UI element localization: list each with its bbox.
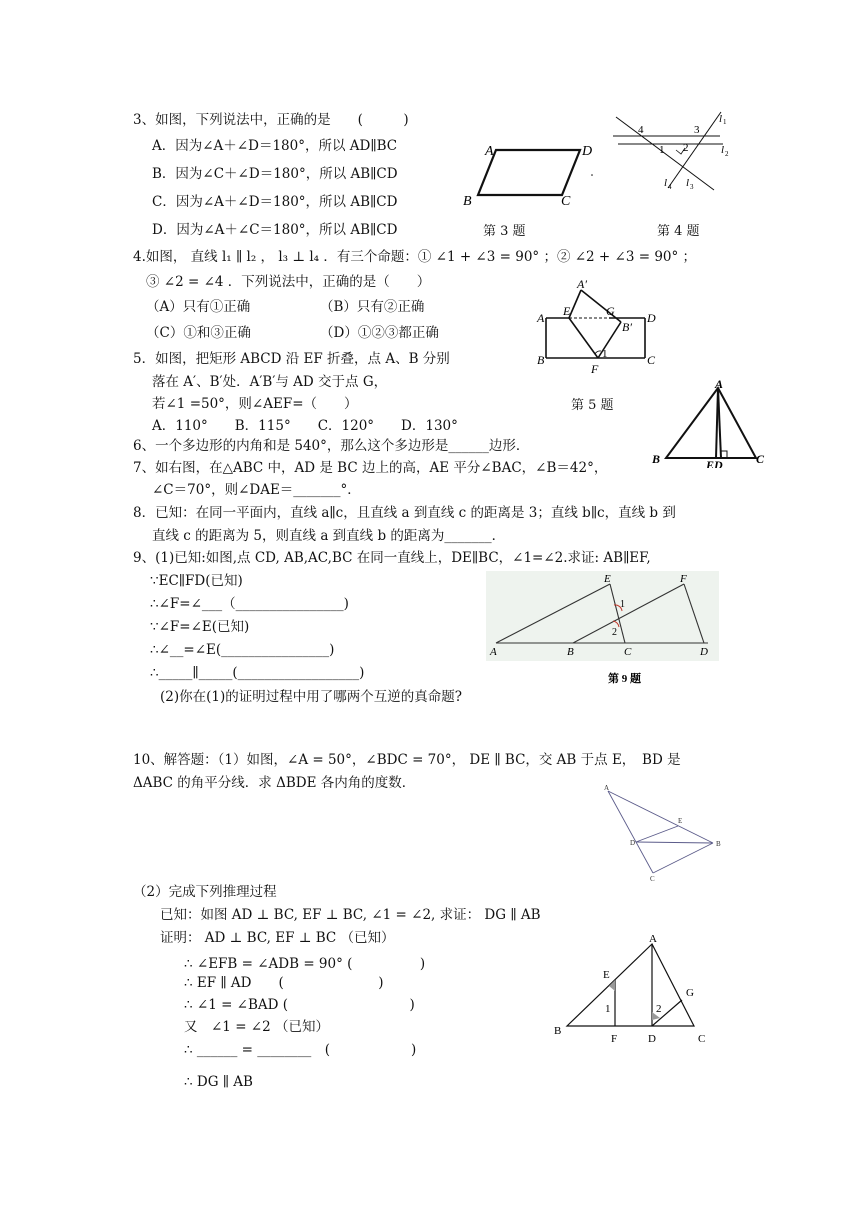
svg-text:E: E (604, 573, 611, 585)
svg-text:E: E (678, 817, 683, 825)
svg-text:3: 3 (694, 124, 700, 136)
q4-option-c: （C）①和③正确 (146, 325, 251, 341)
svg-text:D: D (700, 646, 708, 658)
svg-text:A′: A′ (577, 278, 587, 291)
q5-line3: 若∠1 =50°，则∠AEF=（ ） (152, 396, 358, 412)
q3-label-b: B (463, 194, 472, 209)
svg-text:G: G (606, 304, 615, 318)
svg-text:A: A (649, 933, 657, 945)
q5-line1: 5．如图，把矩形 ABCD 沿 EF 折叠，点 A、B 分别 (133, 351, 450, 367)
q4-stem-line2: ③ ∠2 = ∠4 ．下列说法中，正确的是（ ） (146, 274, 431, 290)
q9-step2: ∴∠F=∠___（________________) (150, 596, 349, 612)
q7-triangle-figure (648, 376, 768, 468)
svg-text:1: 1 (602, 348, 608, 360)
svg-text:l: l (686, 177, 690, 189)
q10-part2-title: （2）完成下列推理过程 (133, 884, 277, 900)
svg-text:1: 1 (605, 1003, 611, 1015)
q3-option-c: C．因为∠A＋∠D＝180°，所以 AB∥CD (152, 194, 398, 210)
q9-figure (486, 571, 719, 689)
q10-conclusion: ∴ DG ∥ AB (184, 1074, 253, 1090)
q3-label-d: D (582, 144, 593, 159)
svg-text:ED: ED (706, 458, 723, 468)
q10-reason5: ∴ ______ = ________ ( ) (184, 1042, 417, 1058)
q10-line1: 10、解答题：（1）如图，∠A = 50°，∠BDC = 70°， DE ∥ BC，交 AB 于点 E， BD 是 (133, 752, 681, 768)
svg-text:B: B (716, 840, 721, 848)
svg-text:B: B (554, 1025, 562, 1037)
svg-text:D: D (630, 839, 636, 847)
q4-option-a: （A）只有①正确 (146, 299, 251, 315)
q9-step5: ∴_____∥_____(__________________) (150, 665, 365, 681)
q8-line2: 直线 c 的距离为 5，则直线 a 到直线 b 的距离为_______． (152, 528, 506, 544)
q3-label-a: A (485, 144, 494, 159)
q4-option-b: （B）只有②正确 (320, 299, 425, 315)
q9-step1: ∵EC∥FD(已知) (150, 573, 243, 589)
q10-part1-figure (598, 783, 728, 883)
svg-text:2: 2 (656, 1003, 662, 1015)
q4-lines-figure (608, 102, 738, 198)
svg-text:B: B (537, 353, 545, 367)
q3-parallelogram-figure (458, 135, 608, 213)
q10-part2-figure (548, 930, 718, 1050)
svg-text:F: F (591, 362, 599, 376)
q7-line2: ∠C＝70°，则∠DAE＝_______°． (152, 482, 361, 498)
svg-text:G: G (686, 987, 694, 999)
q3-option-d: D．因为∠A＋∠C＝180°，所以 AB∥CD (152, 222, 398, 238)
svg-text:l: l (719, 113, 723, 125)
q5-options: A．110° B．115° C．120° D．130° (152, 418, 458, 434)
svg-text:l: l (721, 144, 725, 156)
svg-text:2: 2 (683, 142, 689, 154)
svg-text:4: 4 (668, 183, 672, 191)
svg-text:D: D (648, 1033, 656, 1045)
q9-part2: (2)你在(1)的证明过程中用了哪两个互逆的真命题? (160, 689, 462, 705)
q5-caption: 第 5 题 (571, 398, 614, 413)
svg-text:1: 1 (659, 144, 665, 156)
svg-text:C: C (624, 646, 632, 658)
svg-text:C: C (650, 875, 655, 883)
svg-text:B′: B′ (622, 320, 632, 334)
svg-text:4: 4 (638, 124, 644, 136)
q4-caption: 第 4 题 (657, 224, 700, 239)
svg-text:D: D (647, 311, 656, 325)
svg-text:C: C (698, 1033, 706, 1045)
q3-label-c: C (561, 194, 571, 209)
q3-option-b: B．因为∠C＋∠D＝180°，所以 AB∥CD (152, 166, 398, 182)
q9-caption: 第 9 题 (608, 673, 641, 685)
svg-text:F: F (611, 1033, 618, 1045)
svg-text:B: B (652, 452, 661, 466)
q3-stem: 3、如图，下列说法中，正确的是 ( ) (133, 112, 409, 128)
q10-reason1: ∴ ∠EFB = ∠ADB = 90° ( ) (184, 956, 426, 972)
svg-text:1: 1 (620, 599, 625, 610)
svg-text:A: A (490, 646, 497, 658)
q9-step3: ∵∠F=∠E(已知) (150, 619, 250, 635)
q3-option-a: A．因为∠A＋∠D＝180°，所以 AD∥BC (152, 138, 398, 154)
q5-folded-rectangle-figure (533, 278, 663, 376)
svg-text:B: B (567, 646, 574, 658)
svg-text:A: A (537, 311, 545, 325)
svg-text:C: C (756, 452, 765, 466)
q10-reason3: ∴ ∠1 = ∠BAD ( ) (184, 997, 415, 1013)
q3-caption: 第 3 题 (483, 224, 526, 239)
q10-reason4: 又 ∠1 = ∠2 （已知） (184, 1019, 329, 1035)
svg-text:A: A (715, 377, 724, 391)
q8-line1: 8．已知：在同一平面内，直线 a∥c，且直线 a 到直线 c 的距离是 3；直线 b∥c，直线 b 到 (133, 505, 676, 521)
q4-stem-line1: 4.如图， 直线 l₁ ∥ l₂ ， l₃ ⊥ l₄ ．有三个命题：① ∠1 + ∠3 = 90° ；② ∠2 + ∠3 = 90° ； (133, 249, 697, 265)
svg-text:2: 2 (725, 150, 729, 158)
svg-text:l: l (664, 177, 668, 189)
svg-text:C: C (647, 353, 656, 367)
q9-step4: ∴∠__=∠E(________________) (150, 642, 335, 658)
q5-line2: 落在 A′、B′处．A′B′与 AD 交于点 G， (152, 374, 388, 390)
svg-text:E: E (563, 304, 571, 318)
q10-proof: 证明： AD ⊥ BC, EF ⊥ BC （已知） (160, 930, 395, 946)
q10-given: 已知：如图 AD ⊥ BC, EF ⊥ BC, ∠1 = ∠2, 求证： DG ∥ AB (160, 907, 541, 923)
q9-stem: 9、(1)已知:如图,点 CD, AB,AC,BC 在同一直线上，DE∥BC，∠1=∠2.求证: AB∥EF, (133, 550, 651, 566)
svg-text:A: A (604, 784, 610, 792)
svg-text:F: F (680, 573, 687, 585)
q6-text: 6、一个多边形的内角和是 540°，那么这个多边形是______边形． (133, 438, 530, 454)
q10-line2: ΔABC 的角平分线．求 ΔBDE 各内角的度数． (133, 775, 416, 791)
svg-text:1: 1 (723, 118, 727, 126)
svg-text:3: 3 (690, 183, 694, 191)
q10-reason2: ∴ EF ∥ AD ( ) (184, 975, 384, 991)
svg-text:2: 2 (612, 627, 617, 638)
svg-text:E: E (603, 969, 610, 981)
q4-option-d: （D）①②③都正确 (320, 325, 439, 341)
q7-line1: 7、如右图，在△ABC 中，AD 是 BC 边上的高，AE 平分∠BAC，∠B＝42°， (133, 460, 608, 476)
